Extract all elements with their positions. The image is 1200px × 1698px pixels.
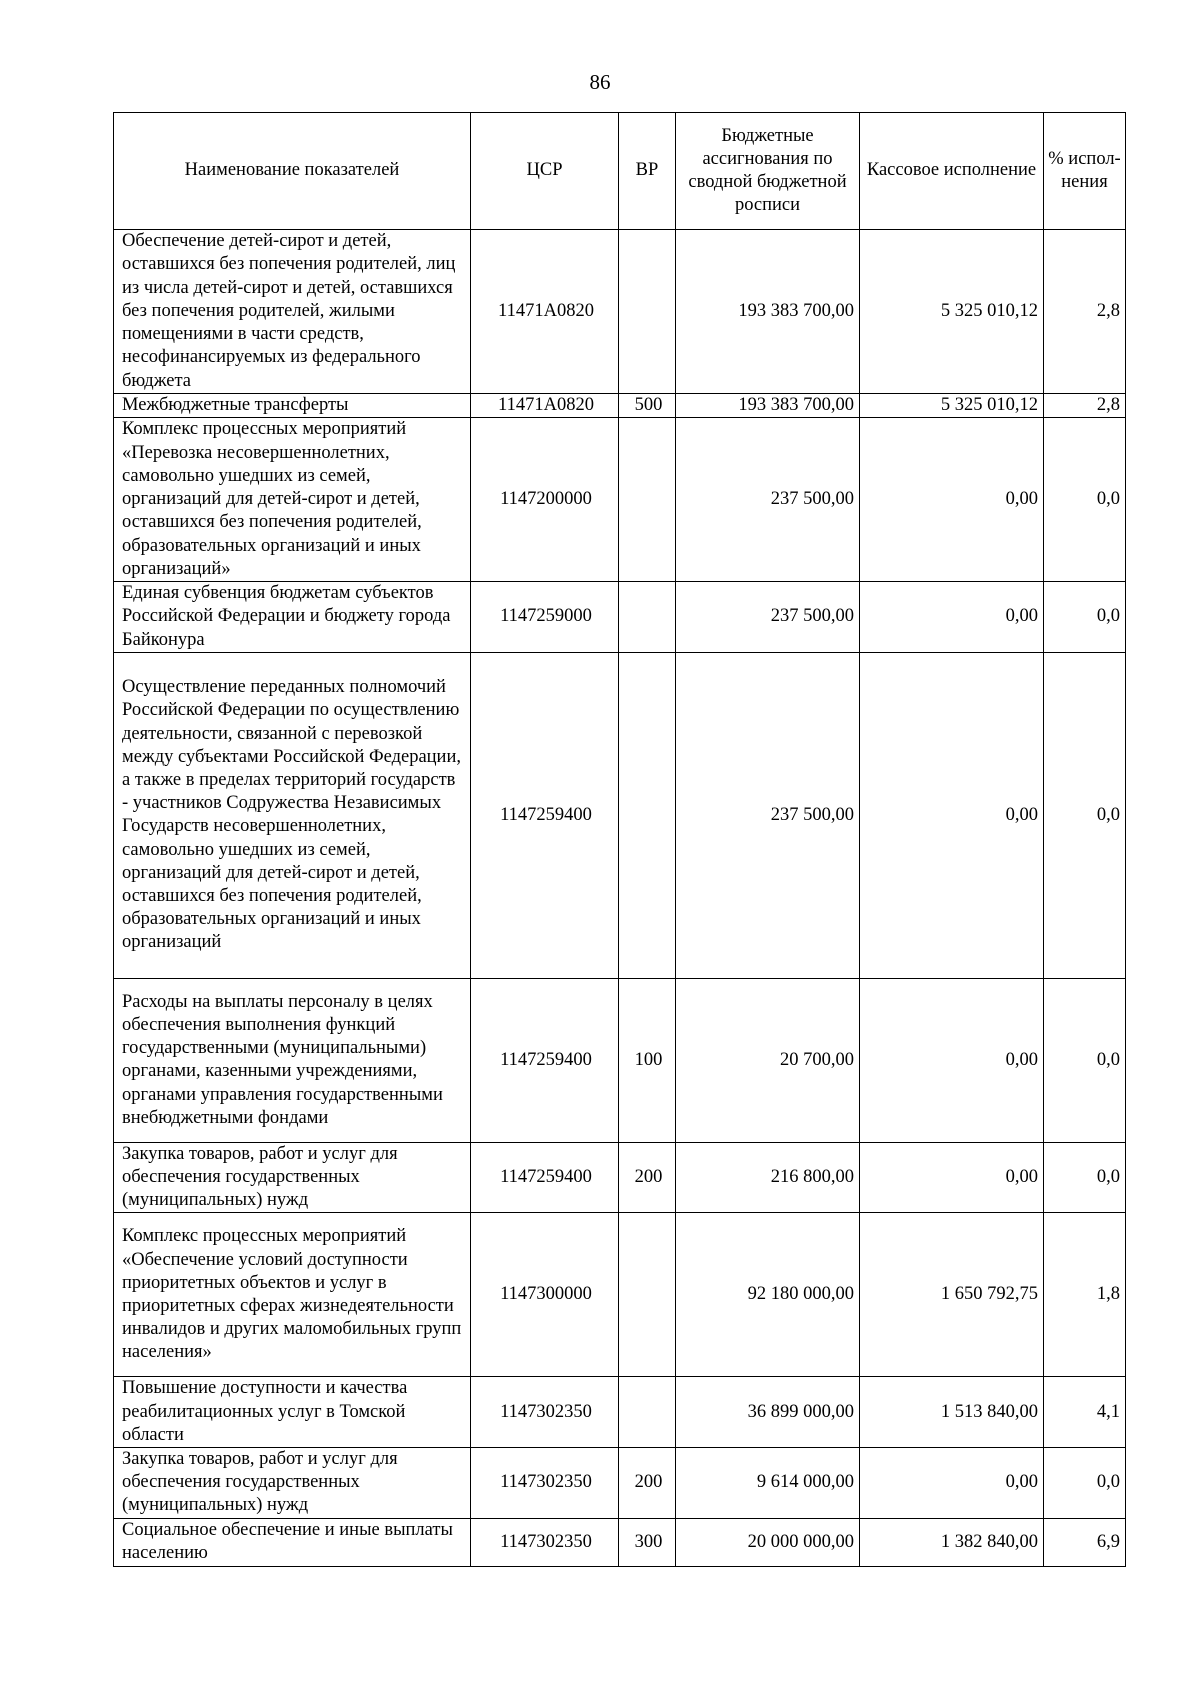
header-vr: ВР [619,113,676,230]
row-name: Закупка товаров, работ и услуг для обеспечения государственных (муниципальных) нужд [114,1142,471,1213]
row-name: Обеспечение детей-сирот и детей, оставшихся без попечения родителей, лиц из числа детей-сирот и детей, оставшихся без попечения родителей, жилыми помещениями в части средств, несофинансируемых из федерального бюджета [114,230,471,394]
row-vr: 500 [619,394,676,418]
row-name: Осуществление переданных полномочий Российской Федерации по осуществлению деятельности, связанной с перевозкой между субъектами Российской Федерации, а также в пределах территорий государств - участников Содружества Независимых Государств несовершеннолетних, самовольно ушедших из семей, организаций для детей-сирот и детей, оставшихся без попечения родителей, образовательных организаций и иных организаций [114,652,471,978]
row-pct: 0,0 [1044,978,1126,1142]
row-pct: 0,0 [1044,1448,1126,1519]
row-vr: 300 [619,1518,676,1566]
page-number: 86 [589,70,611,94]
header-cash: Кассовое исполнение [860,113,1044,230]
row-cash: 5 325 010,12 [860,394,1044,418]
row-vr [619,1213,676,1377]
table-row [114,1518,1126,1566]
row-budget: 237 500,00 [676,582,860,653]
row-csr: 1147259000 [471,582,619,653]
row-budget: 193 383 700,00 [676,394,860,418]
row-pct: 1,8 [1044,1213,1126,1377]
row-vr: 100 [619,978,676,1142]
row-pct: 0,0 [1044,652,1126,978]
row-cash: 0,00 [860,1448,1044,1519]
row-budget: 193 383 700,00 [676,230,860,394]
row-vr [619,582,676,653]
row-csr: 11471A0820 [471,394,619,418]
row-pct: 2,8 [1044,230,1126,394]
row-vr [619,1377,676,1448]
row-budget: 36 899 000,00 [676,1377,860,1448]
row-pct: 0,0 [1044,418,1126,582]
table-row [114,1448,1126,1519]
row-csr: 1147302350 [471,1448,619,1519]
budget-execution-table [113,112,1126,1567]
row-cash: 0,00 [860,652,1044,978]
row-cash: 0,00 [860,1142,1044,1213]
row-pct: 2,8 [1044,394,1126,418]
row-vr [619,418,676,582]
row-pct: 4,1 [1044,1377,1126,1448]
row-budget: 20 000 000,00 [676,1518,860,1566]
row-name: Закупка товаров, работ и услуг для обеспечения государственных (муниципальных) нужд [114,1448,471,1519]
row-name: Расходы на выплаты персоналу в целях обеспечения выполнения функций государственными (муниципальными) органами, казенными учреждениями, органами управления государственными внебюджетными фондами [114,978,471,1142]
row-name: Комплекс процессных мероприятий «Обеспечение условий доступности приоритетных объектов и услуг в приоритетных сферах жизнедеятельности инвалидов и других маломобильных групп населения» [114,1213,471,1377]
row-csr: 1147300000 [471,1213,619,1377]
row-cash: 1 650 792,75 [860,1213,1044,1377]
row-budget: 216 800,00 [676,1142,860,1213]
table-row [114,230,1126,394]
row-vr [619,230,676,394]
row-csr: 1147200000 [471,418,619,582]
row-vr: 200 [619,1448,676,1519]
row-cash: 0,00 [860,582,1044,653]
row-csr: 1147302350 [471,1518,619,1566]
row-csr: 1147259400 [471,978,619,1142]
row-name: Комплекс процессных мероприятий «Перевозка несовершеннолетних, самовольно ушедших из семей, организаций для детей-сирот и детей, оставшихся без попечения родителей, образовательных организаций и иных организаций» [114,418,471,582]
row-name: Повышение доступности и качества реабилитационных услуг в Томской области [114,1377,471,1448]
row-cash: 1 382 840,00 [860,1518,1044,1566]
table-row [114,394,1126,418]
row-vr: 200 [619,1142,676,1213]
row-name: Межбюджетные трансферты [114,394,471,418]
row-name: Социальное обеспечение и иные выплаты населению [114,1518,471,1566]
row-cash: 1 513 840,00 [860,1377,1044,1448]
table-row [114,418,1126,582]
row-budget: 237 500,00 [676,418,860,582]
table-row [114,1142,1126,1213]
table-row [114,1377,1126,1448]
row-budget: 92 180 000,00 [676,1213,860,1377]
row-csr: 1147259400 [471,652,619,978]
row-pct: 0,0 [1044,1142,1126,1213]
row-name: Единая субвенция бюджетам субъектов Российской Федерации и бюджету города Байконура [114,582,471,653]
row-cash: 0,00 [860,418,1044,582]
row-pct: 0,0 [1044,582,1126,653]
row-budget: 20 700,00 [676,978,860,1142]
table-row [114,978,1126,1142]
header-name: Наименование показателей [114,113,471,230]
table-row [114,1213,1126,1377]
table-row [114,652,1126,978]
table-row [114,582,1126,653]
header-budget: Бюджетные ассигнования по сводной бюджетной росписи [676,113,860,230]
row-csr: 11471A0820 [471,230,619,394]
row-cash: 5 325 010,12 [860,230,1044,394]
row-budget: 9 614 000,00 [676,1448,860,1519]
row-csr: 1147259400 [471,1142,619,1213]
row-pct: 6,9 [1044,1518,1126,1566]
row-budget: 237 500,00 [676,652,860,978]
row-csr: 1147302350 [471,1377,619,1448]
header-csr: ЦСР [471,113,619,230]
table-header-row [114,113,1126,230]
header-pct: % испол-нения [1044,113,1126,230]
row-cash: 0,00 [860,978,1044,1142]
row-vr [619,652,676,978]
